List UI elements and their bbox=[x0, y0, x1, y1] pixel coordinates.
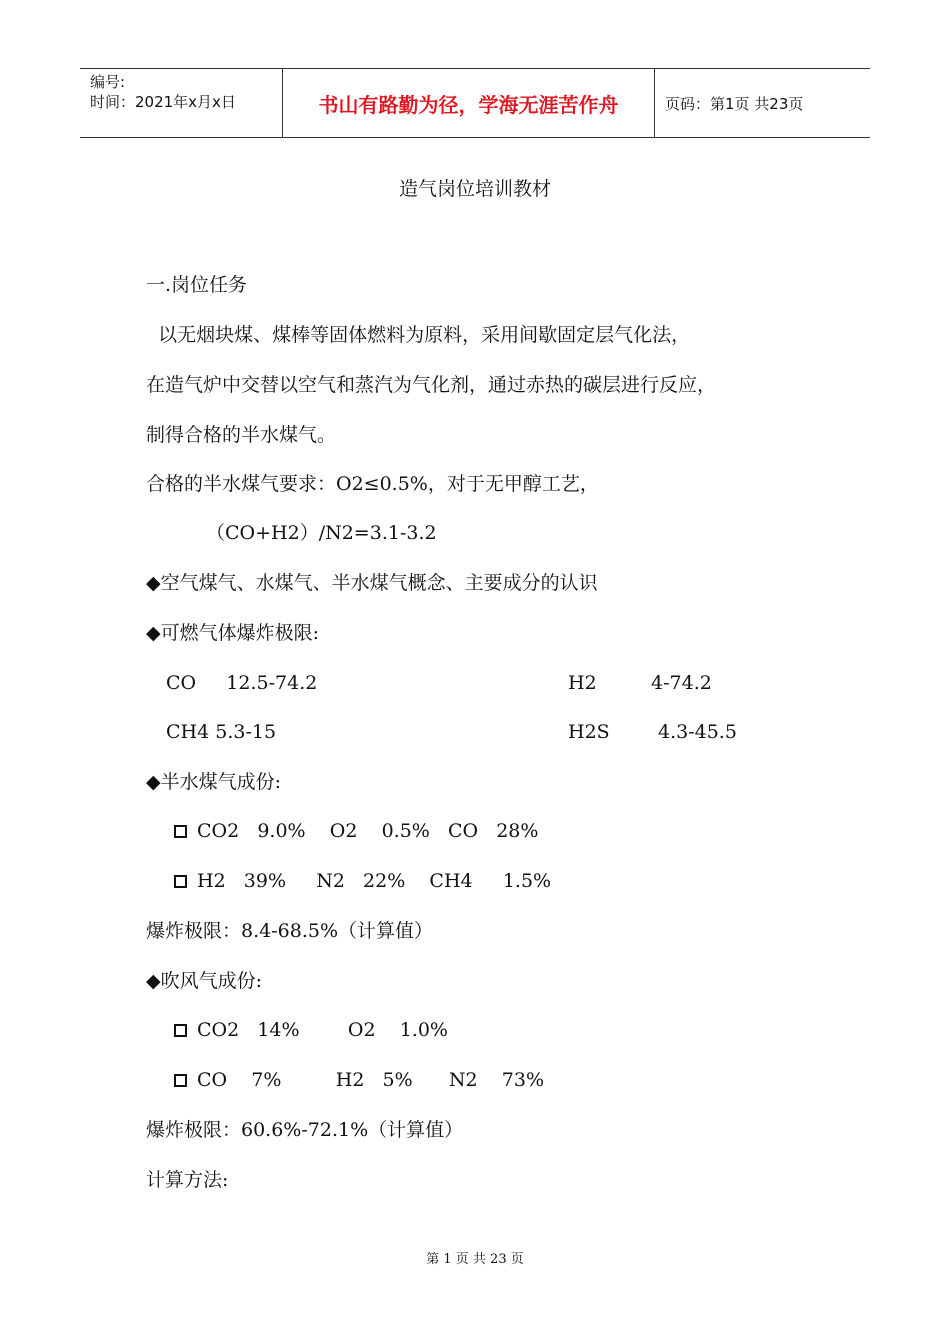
paragraph-line: 以无烟块煤、煤棒等固体燃料为原料，采用间歇固定层气化法， bbox=[146, 324, 691, 346]
calc-method-label: 计算方法: bbox=[146, 1169, 229, 1191]
bullet-concept bbox=[146, 571, 598, 595]
page-footer: 第 1 页 共 23 页 bbox=[426, 1252, 524, 1267]
composition-text: CO 7% H2 5% N2 73% bbox=[197, 1069, 545, 1091]
paragraph-line: 在造气炉中交替以空气和蒸汽为气化剂，通过赤热的碳层进行反应， bbox=[146, 374, 717, 396]
bullet-text: 半水煤气成份: bbox=[160, 771, 282, 793]
checkbox-square-icon bbox=[174, 1074, 187, 1087]
header-number-label: 编号: bbox=[90, 73, 126, 91]
diamond-bullet-icon: ◆ bbox=[146, 771, 161, 793]
header-time-label: 时间：2021年x月x日 bbox=[90, 93, 236, 111]
diamond-bullet-icon: ◆ bbox=[146, 572, 161, 594]
limit-ch4: CH4 5.3-15 bbox=[166, 721, 277, 743]
page-header bbox=[80, 68, 870, 138]
checkbox-square-icon bbox=[174, 875, 187, 888]
requirement-line: 合格的半水煤气要求：O2≤0.5%，对于无甲醇工艺， bbox=[146, 473, 599, 495]
semi-water-limit: 爆炸极限：8.4-68.5%（计算值） bbox=[146, 920, 433, 942]
document-title: 造气岗位培训教材 bbox=[398, 178, 551, 200]
composition-text: CO2 14% O2 1.0% bbox=[197, 1019, 448, 1041]
bullet-blow-gas bbox=[146, 969, 262, 993]
header-motto: 书山有路勤为径，学海无涯苦作舟 bbox=[318, 92, 619, 117]
bullet-text: 空气煤气、水煤气、半水煤气概念、主要成分的认识 bbox=[160, 572, 598, 594]
header-motto-cell bbox=[282, 69, 655, 137]
ratio-line: （CO+H2）/N2=3.1-3.2 bbox=[206, 522, 437, 544]
diamond-bullet-icon: ◆ bbox=[146, 970, 161, 992]
blow-gas-row-1 bbox=[174, 1018, 448, 1042]
header-page-info: 页码：第1页 共23页 bbox=[665, 94, 804, 113]
composition-text: H2 39% N2 22% CH4 1.5% bbox=[197, 870, 552, 892]
composition-text: CO2 9.0% O2 0.5% CO 28% bbox=[197, 820, 539, 842]
checkbox-square-icon bbox=[174, 1024, 187, 1037]
limit-co: CO 12.5-74.2 bbox=[166, 672, 318, 694]
bullet-text: 吹风气成份: bbox=[160, 970, 263, 992]
bullet-semi-water-gas bbox=[146, 770, 281, 794]
diamond-bullet-icon: ◆ bbox=[146, 622, 161, 644]
semi-water-row-1 bbox=[174, 819, 538, 843]
limit-h2: H2 4-74.2 bbox=[568, 672, 712, 694]
bullet-explosion-limits bbox=[146, 621, 319, 645]
semi-water-row-2 bbox=[174, 869, 551, 893]
bullet-text: 可燃气体爆炸极限: bbox=[160, 622, 320, 644]
blow-gas-limit: 爆炸极限：60.6%-72.1%（计算值） bbox=[146, 1119, 464, 1141]
section-heading: 一.岗位任务 bbox=[146, 274, 248, 296]
paragraph-line: 制得合格的半水煤气。 bbox=[146, 424, 337, 446]
blow-gas-row-2 bbox=[174, 1068, 544, 1092]
header-meta bbox=[80, 69, 282, 137]
limit-h2s: H2S 4.3-45.5 bbox=[568, 721, 737, 743]
checkbox-square-icon bbox=[174, 825, 187, 838]
